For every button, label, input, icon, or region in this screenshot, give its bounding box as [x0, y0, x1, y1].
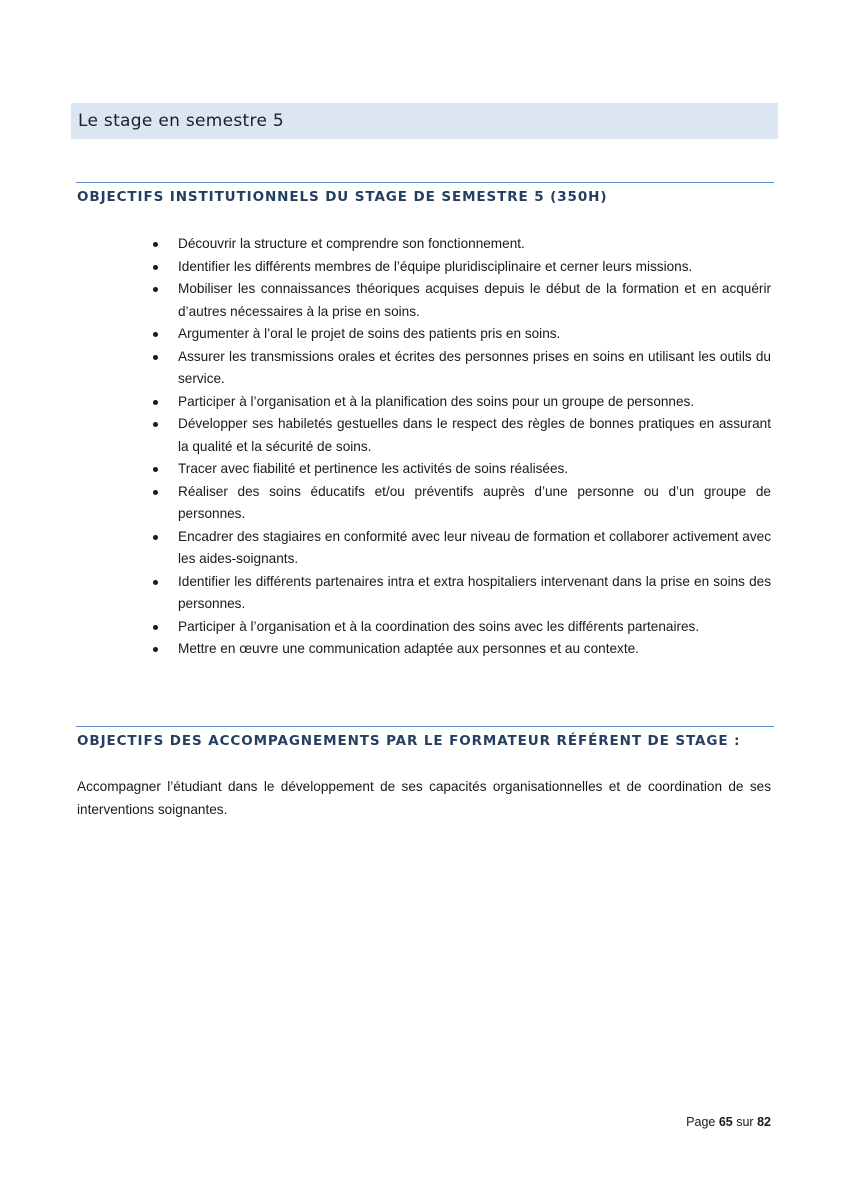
objectives-heading: OBJECTIFS INSTITUTIONNELS DU STAGE DE SEMESTRE 5 (350H): [77, 189, 608, 205]
list-item-text: Tracer avec fiabilité et pertinence les activités de soins réalisées.: [178, 461, 569, 476]
list-item-text: Argumenter à l’oral le projet de soins des patients pris en soins.: [178, 326, 561, 341]
bullet-icon: [153, 467, 158, 472]
bullet-icon: [153, 580, 158, 585]
bullet-icon: [153, 490, 158, 495]
list-item-text: Découvrir la structure et comprendre son fonctionnement.: [178, 236, 525, 251]
list-item: [148, 571, 771, 616]
list-item: [148, 413, 771, 458]
page-footer: [686, 1115, 771, 1129]
bullet-icon: [153, 535, 158, 540]
bullet-icon: [153, 265, 158, 270]
bullet-icon: [153, 287, 158, 292]
bullet-icon: [153, 625, 158, 630]
bullet-icon: [153, 647, 158, 652]
list-item-text: Réaliser des soins éducatifs et/ou préventifs auprès d’une personne ou d’un groupe de personnes.: [178, 483, 771, 521]
support-section: [76, 726, 774, 749]
list-item: [148, 481, 771, 526]
list-item-text: Identifier les différents partenaires intra et extra hospitaliers intervenant dans la prise en soins des personnes.: [178, 573, 771, 611]
objectives-section: [76, 182, 774, 205]
bullet-icon: [153, 332, 158, 337]
list-item: [148, 278, 771, 323]
support-paragraph: Accompagner l’étudiant dans le développement de ses capacités organisationnelles et de coordination de ses interventions soignantes.: [77, 779, 771, 817]
list-item-text: Encadrer des stagiaires en conformité avec leur niveau de formation et collaborer activement avec les aides-soignants.: [178, 528, 771, 566]
bullet-icon: [153, 355, 158, 360]
list-item: [148, 346, 771, 391]
list-item: [148, 458, 771, 481]
list-item-text: Mobiliser les connaissances théoriques acquises depuis le début de la formation et en acquérir d’autres nécessaires à la prise en soins.: [178, 281, 771, 319]
page-label: Page: [686, 1115, 716, 1129]
objectives-list: [148, 233, 771, 661]
page-title-band: [71, 103, 778, 139]
support-heading: OBJECTIFS DES ACCOMPAGNEMENTS PAR LE FORMATEUR RÉFÉRENT DE STAGE :: [77, 733, 741, 749]
list-item: [148, 256, 771, 279]
list-item: [148, 323, 771, 346]
list-item: [148, 526, 771, 571]
bullet-icon: [153, 242, 158, 247]
bullet-icon: [153, 422, 158, 427]
list-item: [148, 233, 771, 256]
list-item-text: Développer ses habiletés gestuelles dans le respect des règles de bonnes pratiques en assurant la qualité et la sécurité de soins.: [178, 416, 771, 454]
list-item: [148, 616, 771, 639]
list-item: [148, 391, 771, 414]
list-item-text: Mettre en œuvre une communication adaptée aux personnes et au contexte.: [178, 641, 639, 656]
list-item: [148, 638, 771, 661]
section-divider: [76, 182, 774, 183]
list-item-text: Participer à l’organisation et à la coordination des soins avec les différents partenaires.: [178, 618, 700, 634]
bullet-icon: [153, 400, 158, 405]
list-item-text: Identifier les différents membres de l’équipe pluridisciplinaire et cerner leurs missions.: [178, 258, 693, 274]
section-divider: [76, 726, 774, 727]
of-label: sur: [736, 1115, 754, 1129]
total-pages: 82: [757, 1115, 771, 1129]
list-item-text: Participer à l’organisation et à la planification des soins pour un groupe de personnes.: [178, 393, 695, 409]
page-number: 65: [718, 1115, 733, 1129]
list-item-text: Assurer les transmissions orales et écrites des personnes prises en soins en utilisant les outils du service.: [178, 348, 771, 386]
page-title: Le stage en semestre 5: [78, 111, 285, 131]
